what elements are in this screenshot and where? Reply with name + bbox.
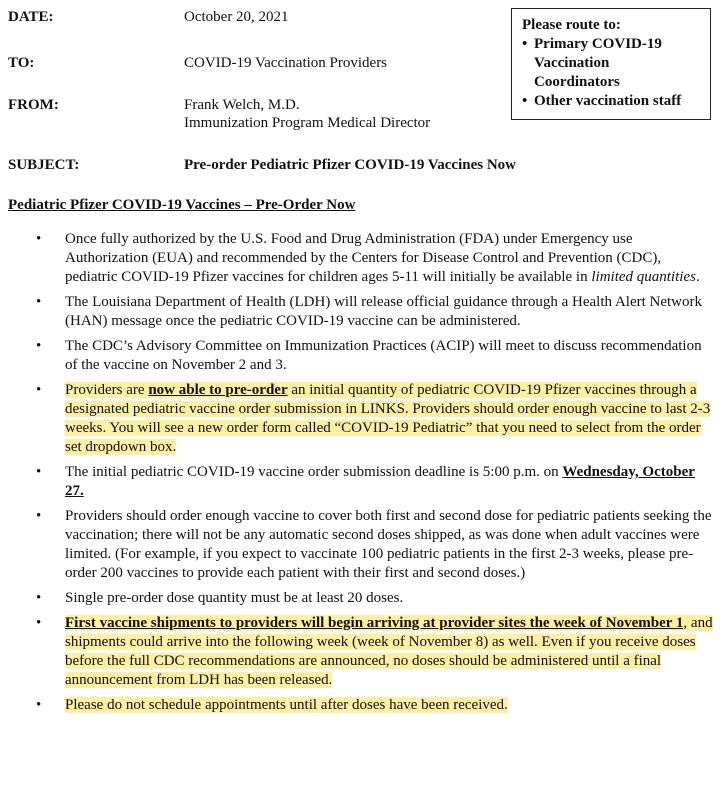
subject-label: SUBJECT: <box>8 157 80 173</box>
to-value: COVID-19 Vaccination Providers <box>184 55 388 71</box>
from-title: Immunization Program Medical Director <box>184 115 431 131</box>
bullet-text-end: . <box>695 269 700 285</box>
bullet-text: Please do not schedule appointments until after doses have been received. <box>65 697 508 713</box>
bullet-item <box>36 589 717 608</box>
bullet-item <box>36 337 717 375</box>
bullet-bold: First vaccine shipments to providers will begin arriving at provider sites the week of November 1 <box>65 615 684 631</box>
routing-box <box>511 8 711 120</box>
from-label: FROM: <box>8 97 59 113</box>
bullet-item <box>36 463 717 501</box>
bullet-item-highlighted <box>36 381 717 457</box>
bullet-item <box>36 230 717 287</box>
bullet-text: an initial quantity of pediatric COVID-19 Pfizer vaccines through a designated pediatric vaccine order submission in LINKS. Providers should order enough vaccine to last 2-3 weeks. You will see a new order form called “COVID-19 Pediatric” that you need to select from the order set dropdown box. <box>65 382 711 455</box>
routing-list <box>522 35 710 111</box>
bullet-item <box>36 507 724 583</box>
bullet-text: Providers are <box>65 382 149 398</box>
bullet-text: Once fully authorized by the U.S. Food and Drug Administration (FDA) under Emergency use Authorization (EUA) and recommended by the Centers for Disease Control and Prevention (CDC), pediatric COVID-19 Pfizer vaccines for children ages 5-11 will initially be available in <box>65 231 662 285</box>
bullet-text: The CDC’s Advisory Committee on Immunization Practices (ACIP) will meet to discuss recommendation of the vaccine on November 2 and 3. <box>65 338 702 373</box>
subject-value: Pre-order Pediatric Pfizer COVID-19 Vaccines Now <box>184 157 516 173</box>
bullet-item-highlighted <box>36 696 717 715</box>
bullet-item-highlighted <box>36 614 717 690</box>
date-value: October 20, 2021 <box>184 9 289 25</box>
bullet-text: The initial pediatric COVID-19 vaccine order submission deadline is 5:00 p.m. on <box>65 464 563 480</box>
section-heading: Pediatric Pfizer COVID-19 Vaccines – Pre-Order Now <box>8 197 356 213</box>
bullet-text: , and shipments could arrive into the following week (week of November 8) as well. Even if you receive doses before the full CDC recommendations are announced, no doses should be administered until a final announcement from LDH has been released. <box>65 615 713 688</box>
bullet-item <box>36 293 717 331</box>
routing-item: • Primary COVID-19 Vaccination Coordinators <box>522 35 692 92</box>
bullet-text: The Louisiana Department of Health (LDH) will release official guidance through a Health Alert Network (HAN) message once the pediatric COVID-19 vaccine can be administered. <box>65 294 702 329</box>
from-name: Frank Welch, M.D. <box>184 97 300 113</box>
to-label: TO: <box>8 55 35 71</box>
routing-item: • Other vaccination staff <box>522 92 710 111</box>
bullet-emphasis: limited quantities <box>591 269 696 285</box>
bullet-list <box>36 230 724 721</box>
bullet-text: Providers should order enough vaccine to cover both first and second dose for pediatric patients seeking the vaccination; there will not be any automatic second doses shipped, as was done when adult vaccines were limited. (For example, if you expect to vaccinate 100 pediatric patients in the first 2-3 weeks, please pre-order 200 vaccines to provide each patient with their first and second doses.) <box>65 508 712 581</box>
date-label: DATE: <box>8 9 54 25</box>
routing-title: Please route to: <box>522 17 621 33</box>
bullet-text: Single pre-order dose quantity must be at least 20 doses. <box>65 590 404 606</box>
bullet-bold: Wednesday, October 27. <box>65 464 695 499</box>
bullet-bold: now able to pre-order <box>148 382 288 398</box>
